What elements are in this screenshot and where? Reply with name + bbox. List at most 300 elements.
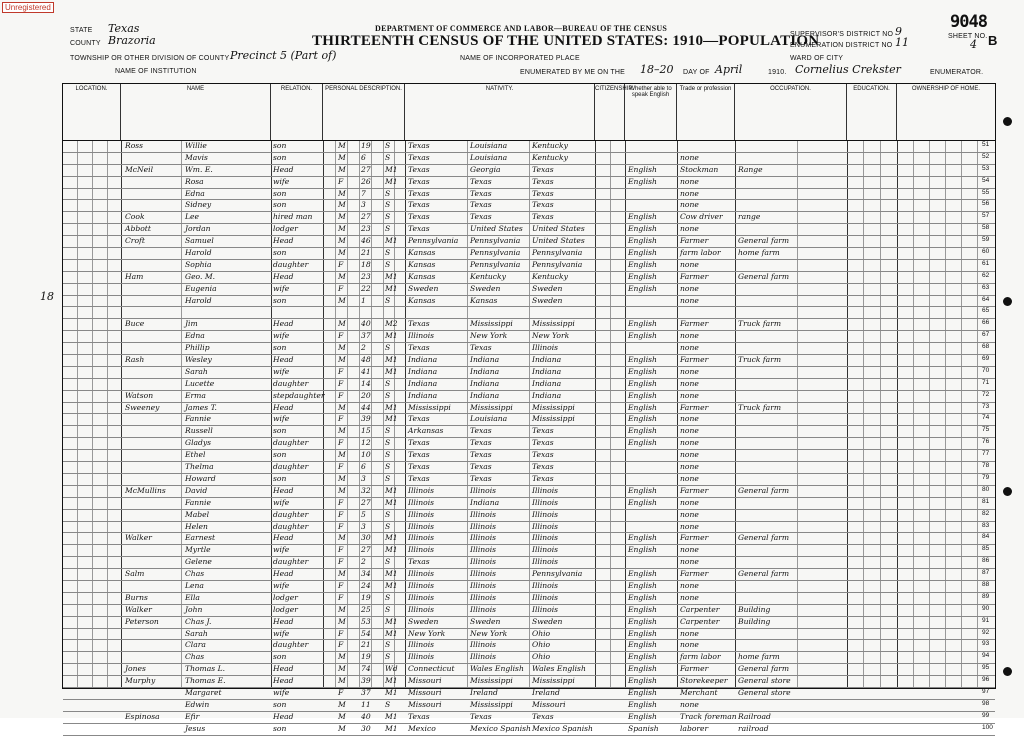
cell-birth: Illinois: [408, 533, 435, 543]
cell-ms: M1: [385, 271, 398, 281]
cell-sex: M: [338, 473, 346, 483]
cell-given: Jordan: [185, 224, 211, 234]
cell-surname: Walker: [125, 533, 152, 543]
column-header-location: LOCATION.: [63, 84, 121, 140]
cell-ms: M1: [385, 485, 398, 495]
cell-birth: Texas: [408, 343, 430, 353]
sheet-value: 4: [970, 38, 977, 51]
cell-ms: S: [385, 640, 391, 650]
line-number: 54: [982, 176, 990, 184]
cell-given: Helen: [185, 521, 208, 531]
cell-birth: Missouri: [408, 676, 442, 686]
enumerated-month: April: [715, 63, 743, 76]
cell-birth: Missouri: [408, 687, 442, 697]
table-row: [63, 248, 995, 260]
cell-sex: M: [338, 664, 346, 674]
cell-ind: Truck farm: [738, 355, 782, 365]
cell-mother: Pennsylvania: [532, 569, 583, 579]
cell-ms: S: [385, 248, 391, 258]
cell-birth: Kansas: [408, 271, 436, 281]
cell-sex: F: [338, 509, 344, 519]
cell-lang: Spanish: [628, 723, 659, 733]
cell-ms: S: [385, 378, 391, 388]
cell-rel: daughter: [273, 557, 309, 567]
cell-rel: wife: [273, 687, 290, 697]
table-row: [63, 379, 995, 391]
cell-age: 27: [361, 545, 371, 555]
cell-trade: none: [680, 640, 699, 650]
cell-sex: F: [338, 462, 344, 472]
cell-age: 2: [361, 343, 366, 353]
table-row: [63, 177, 995, 189]
cell-birth: Kansas: [408, 248, 436, 258]
cell-age: 1: [361, 295, 366, 305]
column-header-citizenship: CITIZENSHIP.: [595, 84, 625, 140]
cell-trade: none: [680, 450, 699, 460]
supervisor-district-label: SUPERVISOR'S DISTRICT NO: [790, 31, 894, 38]
cell-sex: M: [338, 723, 346, 733]
cell-age: 26: [361, 176, 371, 186]
cell-rel: daughter: [273, 438, 309, 448]
table-row: [63, 272, 995, 284]
cell-age: 3: [361, 200, 366, 210]
cell-surname: Walker: [125, 604, 152, 614]
cell-ind: General farm: [738, 485, 790, 495]
cell-sex: F: [338, 521, 344, 531]
cell-birth: Illinois: [408, 521, 435, 531]
cell-age: 6: [361, 462, 366, 472]
cell-ms: S: [385, 450, 391, 460]
cell-rel: wife: [273, 414, 290, 424]
cell-sex: M: [338, 343, 346, 353]
cell-age: 44: [361, 402, 371, 412]
cell-mother: Illinois: [532, 533, 559, 543]
cell-rel: wife: [273, 628, 290, 638]
cell-rel: son: [273, 699, 287, 709]
table-row: [63, 569, 995, 581]
cell-birth: Texas: [408, 462, 430, 472]
department-title: DEPARTMENT OF COMMERCE AND LABOR—BUREAU OF THE CENSUS: [375, 24, 668, 33]
table-row: [63, 605, 995, 617]
table-row: [63, 236, 995, 248]
cell-trade: Farmer: [680, 236, 709, 246]
cell-birth: Arkansas: [408, 426, 444, 436]
punch-hole: [1003, 297, 1012, 306]
cell-age: 6: [361, 152, 366, 162]
cell-rel: daughter: [273, 259, 309, 269]
cell-lang: English: [628, 224, 657, 234]
cell-given: Fannie: [185, 414, 211, 424]
state-label: STATE: [70, 27, 93, 34]
cell-ms: S: [385, 343, 391, 353]
cell-given: Sophia: [185, 259, 212, 269]
punch-hole: [1003, 667, 1012, 676]
line-number: 62: [982, 271, 990, 279]
line-number: 84: [982, 533, 990, 541]
cell-sex: F: [338, 545, 344, 555]
cell-father: Texas: [470, 438, 492, 448]
cell-ms: M1: [385, 402, 398, 412]
cell-lang: English: [628, 652, 657, 662]
cell-ms: M1: [385, 676, 398, 686]
cell-father: Mississippi: [470, 402, 513, 412]
cell-given: Gelene: [185, 557, 212, 567]
table-row: [63, 450, 995, 462]
cell-trade: Storekeeper: [680, 676, 728, 686]
cell-mother: Ohio: [532, 652, 551, 662]
cell-rel: son: [273, 152, 287, 162]
cell-ms: M1: [385, 497, 398, 507]
cell-lang: English: [628, 402, 657, 412]
cell-lang: English: [628, 676, 657, 686]
cell-ind: General farm: [738, 533, 790, 543]
cell-given: Ethel: [185, 450, 206, 460]
cell-age: 11: [361, 699, 371, 709]
cell-ms: S: [385, 652, 391, 662]
cell-sex: M: [338, 188, 346, 198]
line-number: 80: [982, 485, 990, 493]
cell-rel: son: [273, 450, 287, 460]
line-number: 67: [982, 331, 990, 339]
cell-father: Mississippi: [470, 319, 513, 329]
table-row: [63, 522, 995, 534]
cell-father: Louisiana: [470, 152, 508, 162]
cell-trade: none: [680, 628, 699, 638]
cell-sex: M: [338, 426, 346, 436]
line-number: 100: [982, 723, 993, 731]
table-row: [63, 581, 995, 593]
supervisor-district-value: 9: [895, 25, 902, 38]
cell-trade: Farmer: [680, 569, 709, 579]
cell-surname: Salm: [125, 569, 145, 579]
cell-age: 37: [361, 687, 371, 697]
cell-mother: Illinois: [532, 485, 559, 495]
table-row: [63, 153, 995, 165]
cell-rel: daughter: [273, 462, 309, 472]
enumerated-day: 18–20: [640, 63, 674, 76]
table-row: [63, 296, 995, 308]
cell-lang: English: [628, 164, 657, 174]
line-number: 70: [982, 366, 990, 374]
cell-surname: Peterson: [125, 616, 159, 626]
cell-given: Thelma: [185, 462, 214, 472]
cell-age: 23: [361, 271, 371, 281]
cell-ms: S: [385, 604, 391, 614]
cell-given: Sidney: [185, 200, 212, 210]
cell-sex: F: [338, 438, 344, 448]
cell-birth: Illinois: [408, 509, 435, 519]
line-number: 69: [982, 355, 990, 363]
cell-trade: none: [680, 497, 699, 507]
table-row: [63, 688, 995, 700]
cell-trade: none: [680, 176, 699, 186]
cell-father: New York: [470, 628, 508, 638]
cell-father: Texas: [470, 426, 492, 436]
table-row: [63, 664, 995, 676]
cell-father: Texas: [470, 450, 492, 460]
cell-given: Harold: [185, 248, 212, 258]
cell-given: Chas J.: [185, 616, 212, 626]
cell-ms: S: [385, 212, 391, 222]
cell-rel: stepdaughter: [273, 390, 325, 400]
cell-trade: Farmer: [680, 402, 709, 412]
cell-trade: none: [680, 152, 699, 162]
cell-mother: Kentucky: [532, 141, 568, 150]
cell-surname: Croft: [125, 236, 145, 246]
cell-trade: none: [680, 545, 699, 555]
cell-ms: M1: [385, 414, 398, 424]
cell-lang: English: [628, 687, 657, 697]
cell-mother: Illinois: [532, 521, 559, 531]
cell-lang: English: [628, 711, 657, 721]
cell-father: Texas: [470, 343, 492, 353]
cell-ind: Range: [738, 164, 763, 174]
cell-trade: none: [680, 295, 699, 305]
cell-sex: F: [338, 497, 344, 507]
cell-given: Erma: [185, 390, 206, 400]
line-number: 88: [982, 580, 990, 588]
cell-ms: S: [385, 224, 391, 234]
punch-hole: [1003, 117, 1012, 126]
cell-father: Pennsylvania: [470, 259, 521, 269]
punch-hole: [1003, 487, 1012, 496]
cell-given: Fannie: [185, 497, 211, 507]
cell-rel: lodger: [273, 224, 298, 234]
cell-mother: New York: [532, 331, 570, 341]
line-number: 90: [982, 604, 990, 612]
cell-birth: Kansas: [408, 295, 436, 305]
cell-birth: Texas: [408, 164, 430, 174]
cell-birth: Illinois: [408, 485, 435, 495]
cell-given: Russell: [185, 426, 213, 436]
cell-given: Lucette: [185, 378, 215, 388]
cell-rel: son: [273, 473, 287, 483]
table-row: [63, 391, 995, 403]
cell-lang: English: [628, 355, 657, 365]
cell-ind: General store: [738, 687, 791, 697]
cell-father: Illinois: [470, 557, 497, 567]
cell-ind: Building: [738, 604, 771, 614]
cell-ms: M1: [385, 533, 398, 543]
cell-trade: none: [680, 224, 699, 234]
cell-age: 74: [361, 664, 371, 674]
cell-mother: Missouri: [532, 699, 566, 709]
cell-rel: son: [273, 295, 287, 305]
cell-age: 48: [361, 355, 371, 365]
cell-sex: F: [338, 414, 344, 424]
cell-sex: F: [338, 687, 344, 697]
sheet-label: SHEET NO.: [948, 33, 988, 40]
cell-mother: Texas: [532, 426, 554, 436]
cell-mother: Pennsylvania: [532, 259, 583, 269]
cell-age: 27: [361, 497, 371, 507]
enumerated-label: ENUMERATED BY ME ON THE: [520, 69, 625, 76]
township-value: Precinct 5 (Part of): [230, 49, 337, 62]
cell-birth: Illinois: [408, 592, 435, 602]
cell-birth: Illinois: [408, 497, 435, 507]
cell-given: Harold: [185, 295, 212, 305]
line-number: 82: [982, 509, 990, 517]
cell-mother: Texas: [532, 462, 554, 472]
cell-age: 15: [361, 426, 371, 436]
cell-father: Illinois: [470, 592, 497, 602]
cell-given: Mavis: [185, 152, 208, 162]
cell-rel: son: [273, 426, 287, 436]
line-number: 77: [982, 450, 990, 458]
cell-ind: Railroad: [738, 711, 771, 721]
cell-trade: Stockman: [680, 164, 719, 174]
cell-trade: Farmer: [680, 271, 709, 281]
cell-age: 39: [361, 414, 371, 424]
cell-birth: Illinois: [408, 580, 435, 590]
cell-mother: Illinois: [532, 604, 559, 614]
cell-given: James T.: [185, 402, 217, 412]
cell-father: Indiana: [470, 497, 500, 507]
cell-mother: Texas: [532, 212, 554, 222]
cell-rel: son: [273, 141, 287, 150]
cell-father: Pennsylvania: [470, 236, 521, 246]
cell-sex: F: [338, 557, 344, 567]
state-value: Texas: [108, 22, 140, 35]
cell-rel: Head: [273, 164, 294, 174]
line-number: 61: [982, 259, 990, 267]
cell-lang: English: [628, 259, 657, 269]
cell-lang: English: [628, 366, 657, 376]
column-header-personal: PERSONAL DESCRIPTION.: [323, 84, 405, 140]
cell-age: 27: [361, 212, 371, 222]
cell-rel: wife: [273, 176, 290, 186]
cell-birth: Texas: [408, 711, 430, 721]
cell-age: 53: [361, 616, 371, 626]
cell-age: 19: [361, 652, 371, 662]
column-header-trade: Trade or profession: [677, 84, 735, 140]
table-row: [63, 331, 995, 343]
cell-sex: M: [338, 212, 346, 222]
cell-mother: Wales English: [532, 664, 586, 674]
line-number: 78: [982, 462, 990, 470]
cell-father: Wales English: [470, 664, 524, 674]
cell-ms: M1: [385, 723, 398, 733]
cell-father: Kentucky: [470, 271, 506, 281]
cell-father: Illinois: [470, 533, 497, 543]
cell-birth: Illinois: [408, 545, 435, 555]
line-number: 86: [982, 557, 990, 565]
cell-sex: F: [338, 640, 344, 650]
cell-trade: none: [680, 557, 699, 567]
cell-birth: Texas: [408, 414, 430, 424]
cell-rel: daughter: [273, 521, 309, 531]
cell-father: Mexico Spanish: [470, 723, 531, 733]
county-label: COUNTY: [70, 40, 101, 47]
cell-given: Wm. E.: [185, 164, 213, 174]
table-row: [63, 165, 995, 177]
cell-surname: Watson: [125, 390, 154, 400]
line-number: 53: [982, 164, 990, 172]
cell-age: 23: [361, 224, 371, 234]
table-row: [63, 545, 995, 557]
cell-given: Earnest: [185, 533, 216, 543]
cell-mother: Indiana: [532, 390, 562, 400]
cell-age: 40: [361, 711, 371, 721]
cell-birth: Texas: [408, 224, 430, 234]
line-number: 97: [982, 687, 990, 695]
enumerator-name: Cornelius Crekster: [795, 63, 901, 76]
cell-father: Mississippi: [470, 699, 513, 709]
cell-father: Kansas: [470, 295, 498, 305]
cell-rel: Head: [273, 676, 294, 686]
cell-ms: M1: [385, 569, 398, 579]
cell-lang: English: [628, 640, 657, 650]
line-number: 73: [982, 402, 990, 410]
cell-lang: English: [628, 176, 657, 186]
cell-surname: Abbott: [125, 224, 151, 234]
table-row: [63, 617, 995, 629]
cell-age: 3: [361, 521, 366, 531]
cell-father: Ireland: [470, 687, 498, 697]
cell-trade: Farmer: [680, 664, 709, 674]
cell-mother: Ohio: [532, 640, 551, 650]
cell-father: Georgia: [470, 164, 501, 174]
cell-age: 34: [361, 569, 371, 579]
cell-birth: Texas: [408, 557, 430, 567]
cell-father: Illinois: [470, 485, 497, 495]
cell-sex: M: [338, 152, 346, 162]
cell-trade: none: [680, 200, 699, 210]
cell-mother: Sweden: [532, 295, 563, 305]
cell-lang: English: [628, 414, 657, 424]
column-header-education: EDUCATION.: [847, 84, 897, 140]
cell-birth: Illinois: [408, 569, 435, 579]
cell-father: Texas: [470, 200, 492, 210]
document-stamp: 9048: [950, 12, 987, 32]
margin-mark: 18: [40, 290, 54, 303]
cell-father: Indiana: [470, 378, 500, 388]
enumerator-label: ENUMERATOR.: [930, 69, 984, 76]
cell-birth: Texas: [408, 450, 430, 460]
cell-age: 7: [361, 188, 366, 198]
cell-rel: Head: [273, 319, 294, 329]
cell-age: 30: [361, 533, 371, 543]
cell-trade: Carpenter: [680, 616, 720, 626]
cell-trade: Track foreman: [680, 711, 737, 721]
cell-trade: none: [680, 592, 699, 602]
line-number: 93: [982, 640, 990, 648]
cell-sex: M: [338, 485, 346, 495]
cell-mother: Ireland: [532, 687, 560, 697]
cell-trade: none: [680, 331, 699, 341]
cell-age: 5: [361, 509, 366, 519]
table-row: [63, 724, 995, 736]
cell-lang: English: [628, 497, 657, 507]
line-number: 75: [982, 426, 990, 434]
line-number: 58: [982, 224, 990, 232]
cell-trade: Farmer: [680, 319, 709, 329]
cell-lang: English: [628, 545, 657, 555]
census-rows: [63, 140, 995, 736]
line-number: 91: [982, 616, 990, 624]
cell-surname: Sweeney: [125, 402, 160, 412]
cell-lang: English: [628, 592, 657, 602]
cell-birth: Illinois: [408, 652, 435, 662]
table-row: [63, 533, 995, 545]
line-number: 89: [982, 592, 990, 600]
line-number: 59: [982, 236, 990, 244]
table-row: [63, 284, 995, 296]
cell-sex: F: [338, 176, 344, 186]
cell-given: Thomas E.: [185, 676, 226, 686]
cell-father: Indiana: [470, 366, 500, 376]
cell-birth: Connecticut: [408, 664, 455, 674]
